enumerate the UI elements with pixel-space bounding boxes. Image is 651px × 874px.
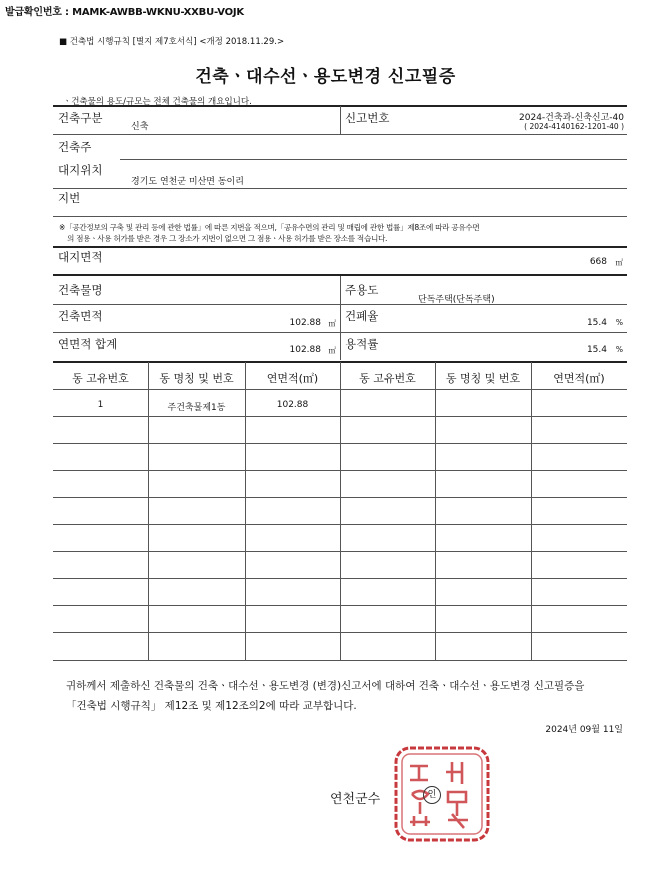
table-row-line bbox=[53, 605, 627, 606]
far-label: 용적률 bbox=[345, 337, 379, 351]
issuer-name: 연천군수 bbox=[330, 792, 381, 807]
section-border bbox=[53, 246, 627, 248]
table-col-line bbox=[340, 362, 341, 660]
table-row-line bbox=[53, 551, 627, 552]
col-header-floor-area-2: 연면적(㎡) bbox=[553, 372, 605, 385]
main-use-label: 주용도 bbox=[345, 283, 379, 297]
row-line bbox=[120, 159, 627, 160]
report-number-sub: ( 2024-4140162-1201-40 ) bbox=[524, 122, 624, 131]
lot-label: 지번 bbox=[58, 191, 81, 205]
lot-note-line1: ※「공간정보의 구축 및 관리 등에 관한 법률」에 따른 지번을 적으며,「공유수면의 관리 및 매립에 관한 법률」제8조에 따라 공유수면 bbox=[59, 223, 480, 232]
table-row-line bbox=[53, 443, 627, 444]
col-header-building-name-2: 동 명칭 및 번호 bbox=[445, 372, 521, 385]
site-location-value: 경기도 연천군 미산면 동이리 bbox=[131, 177, 244, 187]
total-floor-area-label: 연면적 합계 bbox=[58, 337, 118, 351]
table-row-line bbox=[53, 578, 627, 579]
grant-line-1: 귀하께서 제출하신 건축물의 건축ㆍ대수선ㆍ용도변경 (변경)신고서에 대하여 건축ㆍ대수선ㆍ용도변경 신고필증을 bbox=[66, 680, 585, 692]
building-type-label: 건축구분 bbox=[58, 111, 103, 125]
coverage-unit: % bbox=[615, 318, 623, 327]
table-bottom-line bbox=[53, 660, 627, 661]
table-cell-building-name: 주건축물제1동 bbox=[167, 403, 226, 413]
building-type-value: 신축 bbox=[131, 122, 149, 132]
owner-label: 건축주 bbox=[58, 140, 92, 154]
main-use-value: 단독주택(단독주택) bbox=[418, 295, 495, 305]
report-number-label: 신고번호 bbox=[345, 111, 390, 125]
table-cell-building-id: 1 bbox=[97, 400, 104, 410]
lot-note bbox=[59, 222, 579, 244]
report-number-value: 2024-건축과-신축신고-40 bbox=[519, 113, 624, 123]
document-title: 건축ㆍ대수선ㆍ용도변경 신고필증 bbox=[195, 67, 456, 87]
building-area-value: 102.88 bbox=[289, 318, 321, 328]
table-row-line bbox=[53, 524, 627, 525]
far-value: 15.4 bbox=[586, 345, 607, 355]
row-line bbox=[53, 304, 627, 305]
table-col-line bbox=[531, 362, 532, 660]
table-row-line bbox=[53, 416, 627, 417]
row-line bbox=[53, 216, 627, 217]
grant-line-2: 「건축법 시행규칙」 제12조 및 제12조의2에 따라 교부합니다. bbox=[66, 700, 357, 712]
row-line bbox=[53, 332, 627, 333]
far-unit: % bbox=[615, 345, 623, 354]
total-floor-area-value: 102.88 bbox=[289, 345, 321, 355]
official-seal-icon bbox=[392, 744, 492, 844]
table-header-line bbox=[53, 389, 627, 390]
row-line bbox=[53, 134, 627, 135]
coverage-value: 15.4 bbox=[586, 318, 607, 328]
form-reference: ■ 건축법 시행규칙 [별지 제7호서식] <개정 2018.11.29.> bbox=[59, 37, 285, 47]
table-row-line bbox=[53, 632, 627, 633]
seal-mark: 인 bbox=[423, 786, 441, 804]
row-line bbox=[53, 188, 627, 189]
divider bbox=[340, 106, 341, 134]
table-row-line bbox=[53, 470, 627, 471]
col-header-building-id: 동 고유번호 bbox=[72, 372, 129, 385]
issue-number: 발급확인번호 : MAMK-AWBB-WKNU-XXBU-VOJK bbox=[5, 7, 244, 18]
total-floor-area-unit: ㎡ bbox=[328, 346, 336, 355]
coverage-label: 건폐율 bbox=[345, 309, 379, 323]
site-area-unit: ㎡ bbox=[615, 258, 623, 267]
divider bbox=[340, 276, 341, 360]
site-area-value: 668 bbox=[589, 257, 607, 267]
table-cell-floor-area: 102.88 bbox=[276, 400, 309, 410]
building-name-label: 건축물명 bbox=[58, 283, 103, 297]
issue-date: 2024년 09월 11일 bbox=[545, 725, 623, 735]
table-row-line bbox=[53, 497, 627, 498]
lot-note-line2: 의 점용ㆍ사용 허가를 받은 경우 그 장소가 지번이 없으면 그 점용ㆍ사용 허가를 받은 장소를 적습니다. bbox=[67, 234, 388, 243]
table-col-line bbox=[435, 362, 436, 660]
col-header-building-name: 동 명칭 및 번호 bbox=[159, 372, 234, 385]
site-area-label: 대지면적 bbox=[58, 250, 103, 264]
col-header-building-id-2: 동 고유번호 bbox=[359, 372, 416, 385]
site-location-label: 대지위치 bbox=[58, 163, 103, 177]
grant-statement bbox=[66, 676, 626, 716]
building-area-unit: ㎡ bbox=[328, 319, 336, 328]
top-note: ㆍ건축물의 용도/규모는 전체 건축물의 개요입니다. bbox=[63, 97, 252, 107]
building-area-label: 건축면적 bbox=[58, 309, 103, 323]
col-header-floor-area: 연면적(㎡) bbox=[266, 372, 319, 385]
